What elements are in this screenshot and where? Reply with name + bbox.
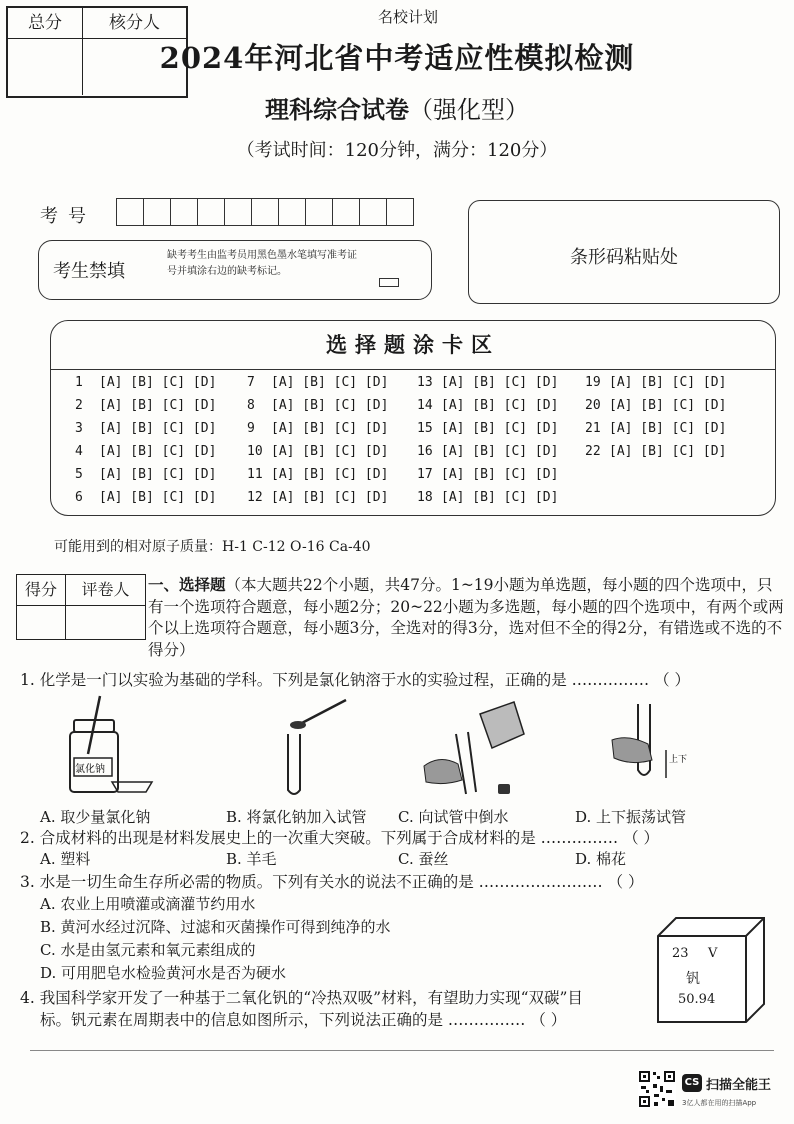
- answer-card-question-number: 5: [75, 467, 83, 482]
- question-3-stem: 3. 水是一切生命生存所必需的物质。下列有关水的说法不正确的是 …………………… （ ）: [20, 873, 644, 891]
- answer-card-question-number: 10: [247, 444, 263, 459]
- answer-card-question-number: 7: [247, 375, 255, 390]
- forbidden-note: 缺考考生由监考员用黑色墨水笔填写准考证号并填涂右边的缺考标记。: [167, 250, 357, 277]
- subtitle-type: （强化型）: [409, 96, 529, 124]
- q2-option-b[interactable]: B. 羊毛: [226, 850, 277, 868]
- footer-divider: [30, 1050, 774, 1051]
- scanner-app-name: 扫描全能王: [706, 1078, 772, 1093]
- barcode-area: [468, 200, 780, 304]
- exam-number-box[interactable]: [252, 199, 279, 225]
- figure-pour-water: [420, 694, 530, 804]
- atomic-mass-line: 可能用到的相对原子质量：H-1 C-12 O-16 Ca-40: [54, 539, 371, 555]
- section-score-cell: [17, 606, 66, 639]
- answer-card-bubbles[interactable]: [A] [B] [C] [D]: [271, 467, 389, 482]
- answer-card-bubbles[interactable]: [A] [B] [C] [D]: [99, 444, 217, 459]
- exam-number-box[interactable]: [225, 199, 252, 225]
- answer-card-question-number: 3: [75, 421, 83, 436]
- salt-bottle-label: 氯化钠: [75, 764, 105, 775]
- answer-card-bubbles[interactable]: [A] [B] [C] [D]: [441, 444, 559, 459]
- answer-card-bubbles[interactable]: [A] [B] [C] [D]: [99, 421, 217, 436]
- answer-card-question-number: 12: [247, 490, 263, 505]
- q2-option-a[interactable]: A. 塑料: [40, 850, 91, 868]
- answer-card-question-number: 8: [247, 398, 255, 413]
- answer-card-bubbles[interactable]: [A] [B] [C] [D]: [441, 490, 559, 505]
- figure-shake-tube: [608, 700, 688, 790]
- answer-card-question-number: 19: [585, 375, 601, 390]
- section-grader-header: 评卷人: [81, 580, 130, 599]
- q1-option-a[interactable]: A. 取少量氯化钠: [40, 808, 151, 826]
- figure-take-salt: [60, 694, 160, 804]
- exam-number-box[interactable]: [117, 199, 144, 225]
- element-atomic-number: 23: [672, 946, 689, 961]
- absence-mark-box[interactable]: [379, 278, 399, 287]
- exam-info: （考试时间：120分钟，满分：120分）: [236, 140, 558, 161]
- question-2-stem: 2. 合成材料的出现是材料发展史上的一次重大突破。下列属于合成材料的是 …………… （ ）: [20, 829, 659, 847]
- q1-option-c[interactable]: C. 向试管中倒水: [398, 808, 509, 826]
- answer-card-bubbles[interactable]: [A] [B] [C] [D]: [271, 375, 389, 390]
- answer-card-question-number: 16: [417, 444, 433, 459]
- q3-option-b[interactable]: B. 黄河水经过沉降、过滤和灭菌操作可得到纯净的水: [40, 918, 391, 936]
- section-instructions: [148, 574, 788, 661]
- barcode-label: 条形码粘贴处: [570, 247, 678, 268]
- exam-number-box[interactable]: [387, 199, 413, 225]
- q3-option-d[interactable]: D. 可用肥皂水检验黄河水是否为硬水: [40, 964, 287, 982]
- answer-card-question-number: 20: [585, 398, 601, 413]
- exam-number-box[interactable]: [360, 199, 387, 225]
- answer-card-question-number: 11: [247, 467, 263, 482]
- answer-card-bubbles[interactable]: [A] [B] [C] [D]: [99, 375, 217, 390]
- q3-option-c[interactable]: C. 水是由氢元素和氧元素组成的: [40, 941, 256, 959]
- section-score-box: [16, 574, 146, 640]
- section-heading: 一、选择题: [148, 575, 226, 594]
- exam-number-label: 考号: [40, 206, 96, 227]
- answer-card-bubbles[interactable]: [A] [B] [C] [D]: [441, 467, 559, 482]
- section-grader-cell: [66, 606, 145, 639]
- exam-number-box[interactable]: [306, 199, 333, 225]
- section-text: （本大题共22个小题，共47分。1~19小题为单选题，每小题的四个选项中，只有一个选项符合题意，每小题2分；20~22小题为多选题，每小题的四个选项中，有两个或两个以上选项符合题意，每小题3分，全选对的得3分，选对但不全的得2分，有错选或不选的不得分）: [148, 576, 784, 659]
- answer-card-bubbles[interactable]: [A] [B] [C] [D]: [609, 444, 727, 459]
- qr-code-icon: [638, 1070, 676, 1108]
- answer-card-question-number: 2: [75, 398, 83, 413]
- figure-add-salt: [270, 694, 360, 804]
- answer-card-bubbles[interactable]: [A] [B] [C] [D]: [271, 490, 389, 505]
- answer-card-bubbles[interactable]: [A] [B] [C] [D]: [609, 421, 727, 436]
- forbidden-label: 考生禁填: [53, 261, 125, 282]
- q1-option-d[interactable]: D. 上下振荡试管: [575, 808, 687, 826]
- answer-card-bubbles[interactable]: [A] [B] [C] [D]: [441, 375, 559, 390]
- answer-card-question-number: 15: [417, 421, 433, 436]
- exam-number-box[interactable]: [171, 199, 198, 225]
- element-symbol: V: [708, 946, 718, 961]
- exam-number-box[interactable]: [144, 199, 171, 225]
- answer-card-bubbles[interactable]: [A] [B] [C] [D]: [609, 375, 727, 390]
- answer-card-bubbles[interactable]: [A] [B] [C] [D]: [441, 398, 559, 413]
- question-4-stem-line2: 标。钒元素在周期表中的信息如图所示，下列说法正确的是 …………… （ ）: [40, 1011, 567, 1029]
- vanadium-element-cube: [654, 916, 766, 1024]
- element-atomic-mass: 50.94: [678, 992, 716, 1007]
- question-4-stem-line1: 4. 我国科学家开发了一种基于二氧化钒的“冷热双吸”材料，有望助力实现“双碳”目: [20, 989, 583, 1007]
- q2-option-d[interactable]: D. 棉花: [575, 850, 627, 868]
- answer-card-bubbles[interactable]: [A] [B] [C] [D]: [271, 421, 389, 436]
- answer-card-question-number: 18: [417, 490, 433, 505]
- answer-card-question-number: 13: [417, 375, 433, 390]
- exam-title: 2024年河北省中考适应性模拟检测: [159, 41, 635, 75]
- answer-card-question-number: 21: [585, 421, 601, 436]
- answer-card-question-number: 9: [247, 421, 255, 436]
- answer-card-question-number: 14: [417, 398, 433, 413]
- element-name: 钒: [686, 971, 700, 987]
- answer-card-divider: [51, 369, 775, 370]
- answer-card-bubbles[interactable]: [A] [B] [C] [D]: [99, 467, 217, 482]
- total-score-header: 总分: [8, 8, 83, 38]
- exam-subtitle: [0, 90, 794, 125]
- question-1-stem: 1. 化学是一门以实验为基础的学科。下列是氯化钠溶于水的实验过程，正确的是 …………… （ ）: [20, 671, 690, 689]
- q3-option-a[interactable]: A. 农业上用喷灌或滴灌节约用水: [40, 895, 256, 913]
- exam-number-boxes[interactable]: [116, 198, 414, 226]
- shake-direction-label: 上下: [669, 755, 688, 765]
- answer-card-bubbles[interactable]: [A] [B] [C] [D]: [99, 398, 217, 413]
- answer-card-bubbles[interactable]: [A] [B] [C] [D]: [271, 444, 389, 459]
- exam-number-box[interactable]: [279, 199, 306, 225]
- answer-card-question-number: 1: [75, 375, 83, 390]
- scanner-tagline: 3亿人都在用的扫描App: [682, 1099, 757, 1107]
- answer-card-question-number: 17: [417, 467, 433, 482]
- answer-card-bubbles[interactable]: [A] [B] [C] [D]: [609, 398, 727, 413]
- answer-card-title: 选择题涂卡区: [326, 332, 500, 357]
- answer-card: [50, 320, 776, 516]
- plan-label: 名校计划: [378, 8, 439, 26]
- answer-card-question-number: 4: [75, 444, 83, 459]
- exam-number-box[interactable]: [333, 199, 360, 225]
- forbidden-fill-area: [38, 240, 432, 300]
- answer-card-bubbles[interactable]: [A] [B] [C] [D]: [441, 421, 559, 436]
- answer-card-question-number: 6: [75, 490, 83, 505]
- q1-option-b[interactable]: B. 将氯化钠加入试管: [226, 808, 367, 826]
- answer-card-question-number: 22: [585, 444, 601, 459]
- answer-card-bubbles[interactable]: [A] [B] [C] [D]: [99, 490, 217, 505]
- section-score-header: 得分: [17, 575, 66, 605]
- subtitle-main: 理科综合试卷: [265, 95, 409, 124]
- exam-number-box[interactable]: [198, 199, 225, 225]
- checker-header: 核分人: [109, 13, 160, 33]
- scanner-logo: CS: [682, 1074, 702, 1092]
- q2-option-c[interactable]: C. 蚕丝: [398, 850, 449, 868]
- answer-card-bubbles[interactable]: [A] [B] [C] [D]: [271, 398, 389, 413]
